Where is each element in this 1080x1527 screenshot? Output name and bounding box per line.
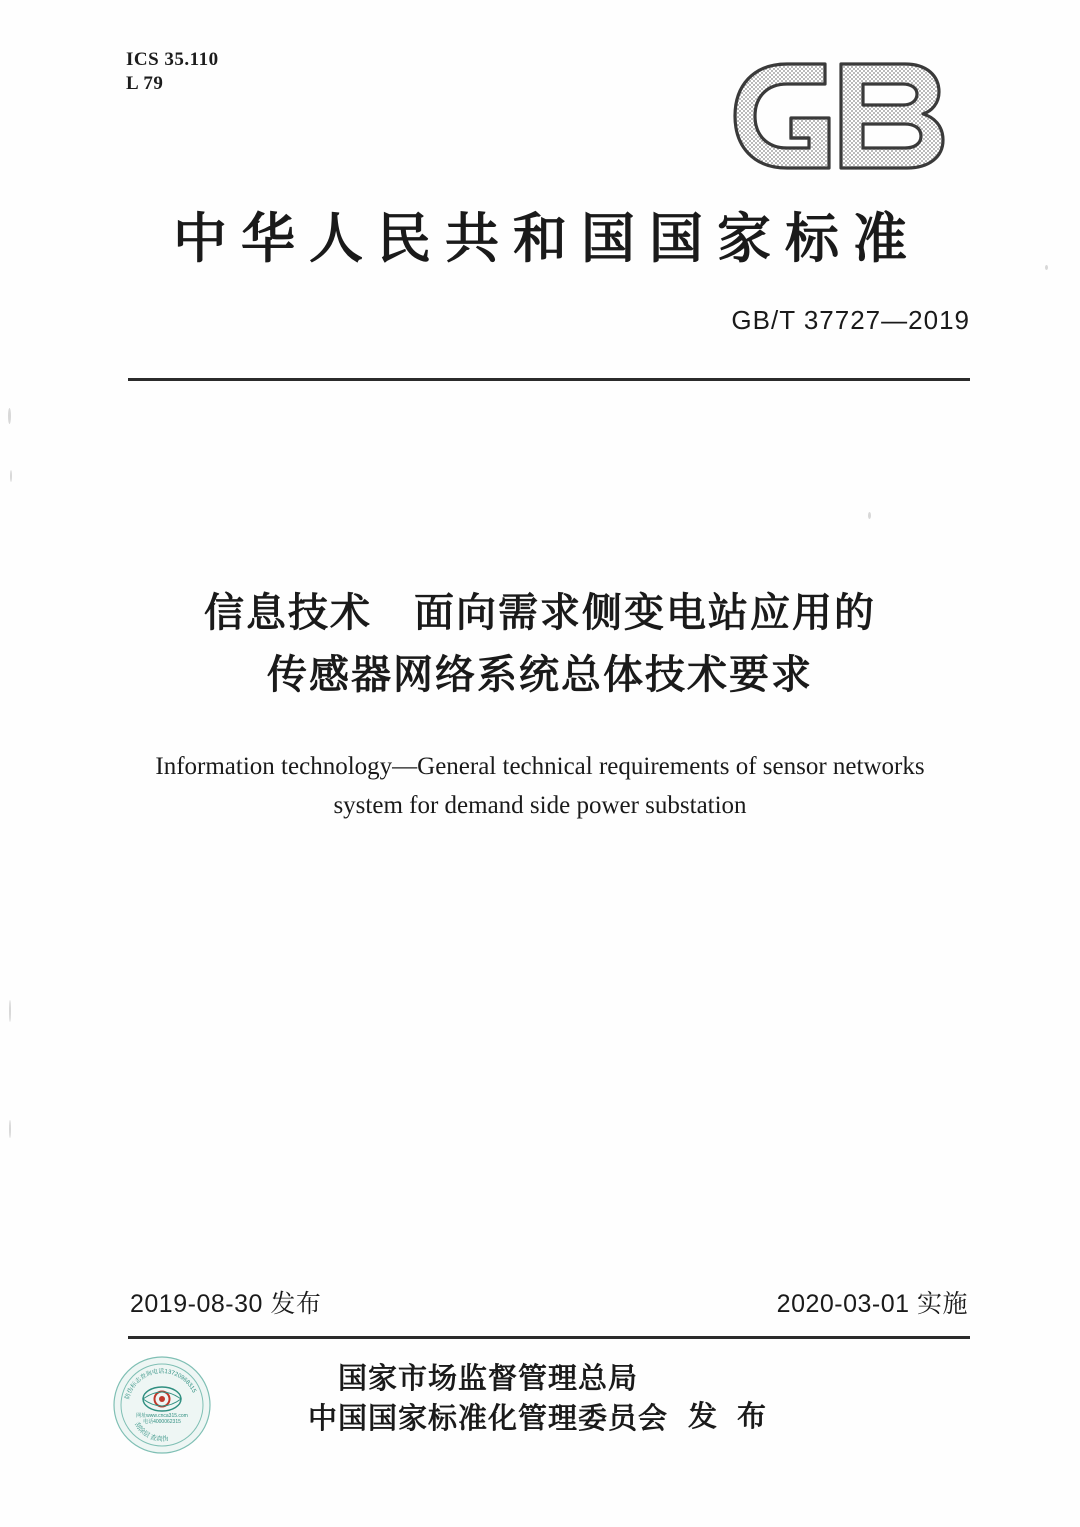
footer-divider — [128, 1336, 970, 1339]
standard-number: GB/T 37727—2019 — [731, 305, 970, 335]
implementation-date: 2020-03-01 实施 — [776, 1290, 968, 1318]
issuer-line-1: 国家市场监督管理总局 — [337, 1362, 638, 1395]
svg-text:刮涂层 查真伪: 刮涂层 查真伪 — [132, 1421, 170, 1444]
gb-emblem-icon — [725, 56, 965, 176]
svg-text:电话4000062315: 电话4000062315 — [143, 1419, 181, 1425]
scan-speck — [9, 1000, 11, 1022]
ccs-code: L 79 — [126, 72, 164, 94]
document-title-chinese — [0, 582, 1080, 706]
issuing-authority-names — [308, 1359, 668, 1439]
document-title-english — [150, 748, 930, 826]
scan-speck — [868, 512, 871, 519]
title-chinese-line-1: 信息技术 面向需求侧变电站应用的 — [204, 591, 876, 635]
title-english-line-2: system for demand side power substation — [333, 791, 747, 819]
anti-counterfeit-seal-icon — [112, 1355, 212, 1455]
svg-text:网址www.cnca315.com: 网址www.cnca315.com — [136, 1413, 188, 1419]
ics-code: ICS 35.110 — [126, 49, 219, 70]
issuer-line-2: 中国国家标准化管理委员会 — [307, 1402, 668, 1435]
scan-speck — [10, 470, 12, 482]
scan-speck — [9, 1120, 11, 1138]
title-chinese-line-2: 传感器网络系统总体技术要求 — [267, 653, 813, 697]
issue-date: 2019-08-30 发布 — [130, 1290, 322, 1318]
publish-label: 发 布 — [687, 1401, 773, 1433]
svg-text:防伪标志查询电话13720968315: 防伪标志查询电话13720968315 — [124, 1368, 197, 1401]
header-divider — [128, 378, 970, 381]
ics-classification — [126, 48, 219, 96]
national-standard-title: 中华人民共和国国家标准 — [173, 209, 921, 269]
title-english-line-1: Information technology—General technical requirements of sensor networks — [155, 753, 925, 780]
scan-speck — [8, 408, 11, 424]
scan-speck — [1045, 265, 1048, 270]
